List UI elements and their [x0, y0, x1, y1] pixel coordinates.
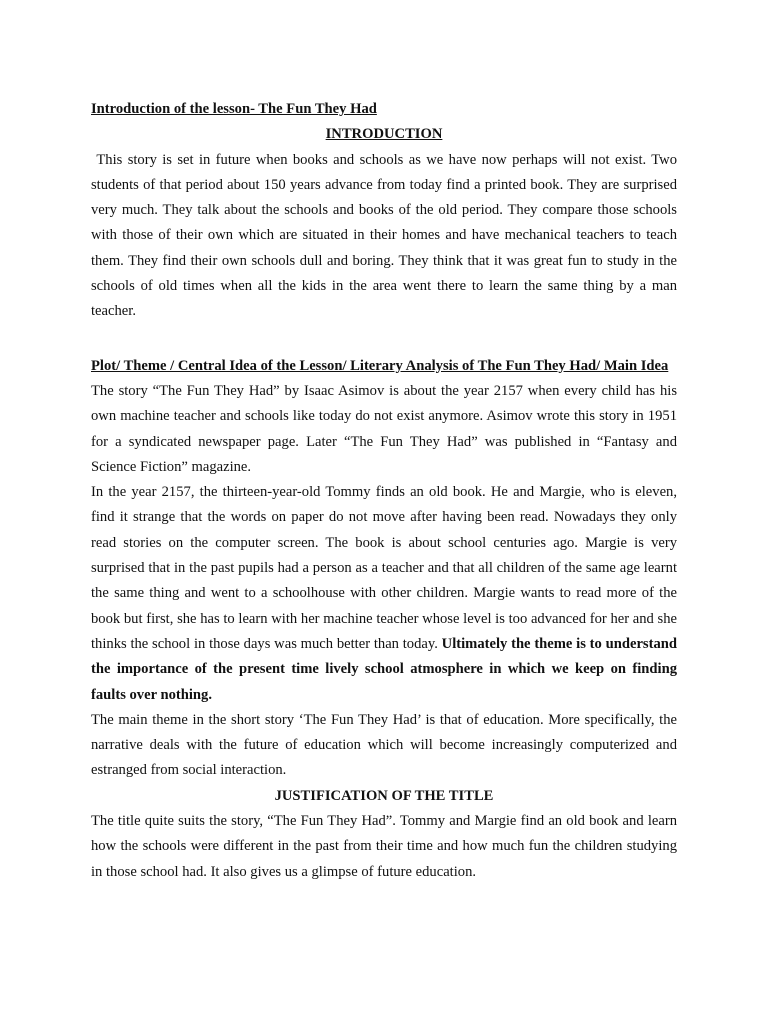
document-page	[91, 97, 681, 885]
plot-paragraph-1: The story “The Fun They Had” by Isaac Asimov is about the year 2157 when every child has his own machine teacher and schools like today do not exist anymore. Asimov wrote this story in 1951 for a syndicated newspaper page. Later “The Fun They Had” was published in “Fantasy and Science Fiction” magazine.	[91, 382, 677, 475]
section-spacer	[91, 325, 677, 354]
theme-statement-end: .	[208, 686, 212, 703]
plot-paragraph-3: The main theme in the short story ‘The Fun They Had’ is that of education. More specifically, the narrative deals with the future of education which will become increasingly computerized and estranged from social interaction.	[91, 711, 677, 779]
justification-paragraph: The title quite suits the story, “The Fun They Had”. Tommy and Margie find an old book and learn how the schools were different in the past from their time and how much fun the children studying in those school had. It also gives us a glimpse of future education.	[91, 813, 677, 880]
plot-paragraph-2-text: In the year 2157, the thirteen-year-old Tommy finds an old book. He and Margie, who is eleven, find it strange that the words on paper do not move after having been read. Nowadays they only read stories on the computer screen. The book is about school centuries ago. Margie is very surprised that in the past pupils had a person as a teacher and that all children of the same age learnt the same thing and went to a schoolhouse with other children. Margie wants to read more of the book but first, she has to learn with her machine teacher whose level is too advanced for her and she thinks the school in those days was much better than today.	[91, 484, 677, 652]
lesson-title: Introduction of the lesson- The Fun They Had	[91, 101, 377, 117]
introduction-paragraph: This story is set in future when books and schools as we have now perhaps will not exist. Two students of that period about 150 years advance from today find a printed book. They are surprised very much. They talk about the schools and books of the old period. They compare those schools with those of their own which are situated in their homes and have mechanical teachers to teach them. They find their own schools dull and boring. They think that it was great fun to study in the schools of old times when all the kids in the area went there to learn the same thing by a man teacher.	[91, 151, 681, 320]
theme-statement: Ultimately the theme is to understand the importance of the present time lively school atmosphere in which we keep on finding faults over nothing	[91, 635, 677, 703]
justification-heading: JUSTIFICATION OF THE TITLE	[274, 787, 494, 804]
plot-paragraph-2	[91, 480, 677, 708]
plot-heading: Plot/ Theme / Central Idea of the Lesson/ Literary Analysis of The Fun They Had/ Main Idea	[91, 357, 669, 374]
introduction-heading: INTRODUCTION	[325, 126, 443, 143]
